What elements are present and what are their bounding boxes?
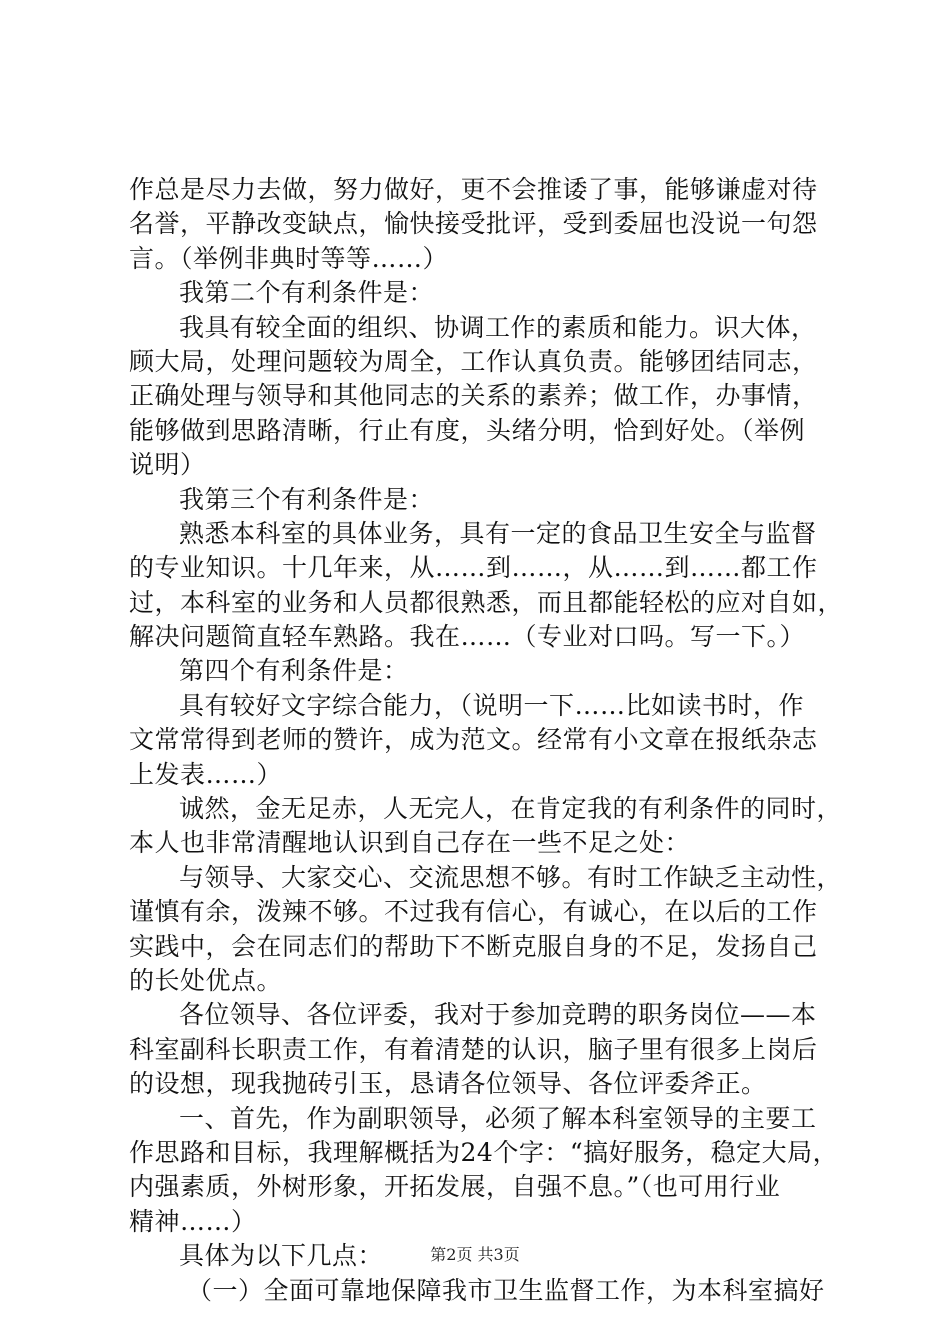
text-line: 作思路和目标，我理解概括为24个字：“搞好服务，稳定大局， xyxy=(129,1137,839,1167)
text-line: 实践中，会在同志们的帮助下不断克服自身的不足，发扬自己 xyxy=(129,931,818,961)
text-line: 的设想，现我抛砖引玉，恳请各位领导、各位评委斧正。 xyxy=(129,1069,767,1099)
text-line: 精神……） xyxy=(129,1206,257,1236)
text-line: 内强素质，外树形象，开拓发展，自强不息。”（也可用行业 xyxy=(129,1172,781,1202)
text-line: 具体为以下几点： xyxy=(179,1241,384,1271)
text-line: 谨慎有余，泼辣不够。不过我有信心，有诚心，在以后的工作 xyxy=(129,897,818,927)
text-line: 文常常得到老师的赞许，成为范文。经常有小文章在报纸杂志 xyxy=(129,725,818,755)
text-line: 过，本科室的业务和人员都很熟悉，而且都能轻松的应对自如， xyxy=(129,587,844,617)
text-line: 本人也非常清醒地认识到自己存在一些不足之处： xyxy=(129,828,691,858)
text-line: 熟悉本科室的具体业务，具有一定的食品卫生安全与监督 xyxy=(179,518,817,548)
text-line: 顾大局，处理问题较为周全，工作认真负责。能够团结同志， xyxy=(129,346,818,376)
text-line: 名誉，平静改变缺点，愉快接受批评，受到委屈也没说一句怨 xyxy=(129,209,818,239)
text-line: 正确处理与领导和其他同志的关系的素养；做工作，办事情， xyxy=(129,381,818,411)
text-line: 能够做到思路清晰，行止有度，头绪分明，恰到好处。（举例 xyxy=(129,415,806,445)
text-line: 我第三个有利条件是： xyxy=(179,484,435,514)
text-line: 具有较好文字综合能力，（说明一下……比如读书时，作 xyxy=(179,690,805,720)
text-line: 上发表……） xyxy=(129,759,283,789)
text-line: 解决问题简直轻车熟路。我在……（专业对口吗。写一下。） xyxy=(129,622,806,652)
text-line: 与领导、大家交心、交流思想不够。有时工作缺乏主动性， xyxy=(179,862,843,892)
text-line: 的长处优点。 xyxy=(129,965,283,995)
text-line: 言。（举例非典时等等……） xyxy=(129,243,449,273)
text-line: 的专业知识。十几年来，从……到……，从……到……都工作 xyxy=(129,553,818,583)
text-line: 我具有较全面的组织、协调工作的素质和能力。识大体， xyxy=(179,312,817,342)
document-body xyxy=(129,173,844,1308)
text-line: （一）全面可靠地保障我市卫生监督工作，为本科室搞好 xyxy=(187,1275,825,1305)
text-line: 一、首先，作为副职领导，必须了解本科室领导的主要工 xyxy=(179,1103,817,1133)
text-line: 各位领导、各位评委，我对于参加竞聘的职务岗位——本 xyxy=(179,1000,817,1030)
text-line: 说明） xyxy=(129,450,206,480)
text-line: 我第二个有利条件是： xyxy=(179,278,435,308)
page-footer: 第2页 共3页 xyxy=(430,1245,520,1264)
text-line: 第四个有利条件是： xyxy=(179,656,409,686)
text-line: 诚然，金无足赤，人无完人，在肯定我的有利条件的同时， xyxy=(179,794,843,824)
text-line: 作总是尽力去做，努力做好，更不会推诿了事，能够谦虚对待 xyxy=(129,175,818,204)
text-line: 科室副科长职责工作，有着清楚的认识，脑子里有很多上岗后 xyxy=(129,1034,818,1064)
